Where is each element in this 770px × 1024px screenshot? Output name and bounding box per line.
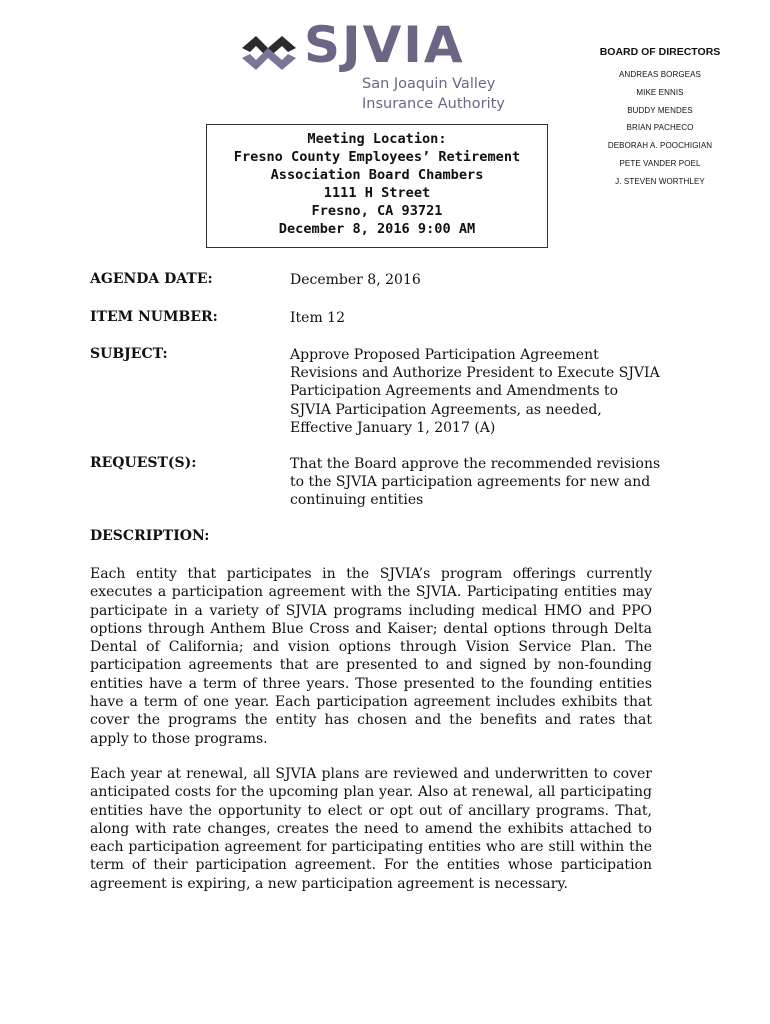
logo-subtitle-line2: Insurance Authority	[362, 96, 505, 112]
logo-subtitle-line1: San Joaquin Valley	[362, 76, 496, 92]
meeting-heading: Meeting Location:	[307, 131, 447, 147]
meeting-room: Association Board Chambers	[270, 167, 484, 183]
board-member: MIKE ENNIS	[636, 87, 684, 97]
requests-label: REQUEST(S):	[90, 455, 197, 471]
meeting-street: 1111 H Street	[323, 185, 431, 201]
board-member: PETE VANDER POEL	[619, 158, 701, 168]
board-member: DEBORAH A. POOCHIGIAN	[607, 141, 713, 151]
sjvia-logo	[238, 16, 505, 118]
board-member: J. STEVEN WORTHLEY	[615, 176, 705, 186]
board-title: BOARD OF DIRECTORS	[599, 46, 721, 58]
meeting-venue: Fresno County Employees’ Retirement	[233, 149, 521, 165]
logo-wordmark: SJVIA	[304, 16, 465, 74]
board-member: BUDDY MENDES	[627, 105, 693, 115]
agenda-date-value: December 8, 2016	[290, 272, 421, 288]
board-member: BRIAN PACHECO	[626, 123, 694, 133]
description-heading: DESCRIPTION:	[90, 528, 210, 544]
description-paragraph-2: Each year at renewal, all SJVIA plans are reviewed and underwritten to cover anticipated costs for the upcoming plan year. Also at renewal, all participating entities have the opportunity to elect or opt out of ancillary programs. That, along with rate changes, creates the need to amend the exhibits attached to each participation agreement for participating entities who are still within the term of their participation agreement. For the entities whose participation agreement is expiring, a new participation agreement is necessary.	[90, 766, 652, 892]
board-member: ANDREAS BORGEAS	[619, 70, 701, 79]
meeting-location-box	[206, 124, 548, 248]
item-number-value: Item 12	[290, 310, 345, 326]
board-of-directors	[590, 46, 730, 191]
meeting-city: Fresno, CA 93721	[311, 203, 443, 219]
meeting-datetime: December 8, 2016 9:00 AM	[278, 221, 476, 237]
item-number-label: ITEM NUMBER:	[90, 309, 218, 325]
description-paragraph-1: Each entity that participates in the SJVIA’s program offerings currently executes a participation agreement with the SJVIA. Participating entities may participate in a variety of SJVIA programs including medical HMO and PPO options through Anthem Blue Cross and Kaiser; dental options through Delta Dental of California; and vision options through Vision Service Plan. The participation agreements that are presented to and signed by non-founding entities have a term of three years. Those presented to the founding entities have a term of one year. Each participation agreement includes exhibits that cover the programs the entity has chosen and the benefits and rates that apply to those programs.	[90, 566, 652, 747]
requests-value: That the Board approve the recommended revisions to the SJVIA participation agreements for new and continuing entities	[290, 456, 661, 509]
subject-label: SUBJECT:	[90, 346, 168, 362]
subject-value: Approve Proposed Participation Agreement Revisions and Authorize President to Execute SJVIA Participation Agreements and Amendments to SJVIA Participation Agreements, as needed, Effective January 1, 2017 (A)	[290, 347, 660, 436]
agenda-date-label: AGENDA DATE:	[90, 271, 213, 287]
sjvia-logo-mark-icon	[238, 28, 300, 74]
